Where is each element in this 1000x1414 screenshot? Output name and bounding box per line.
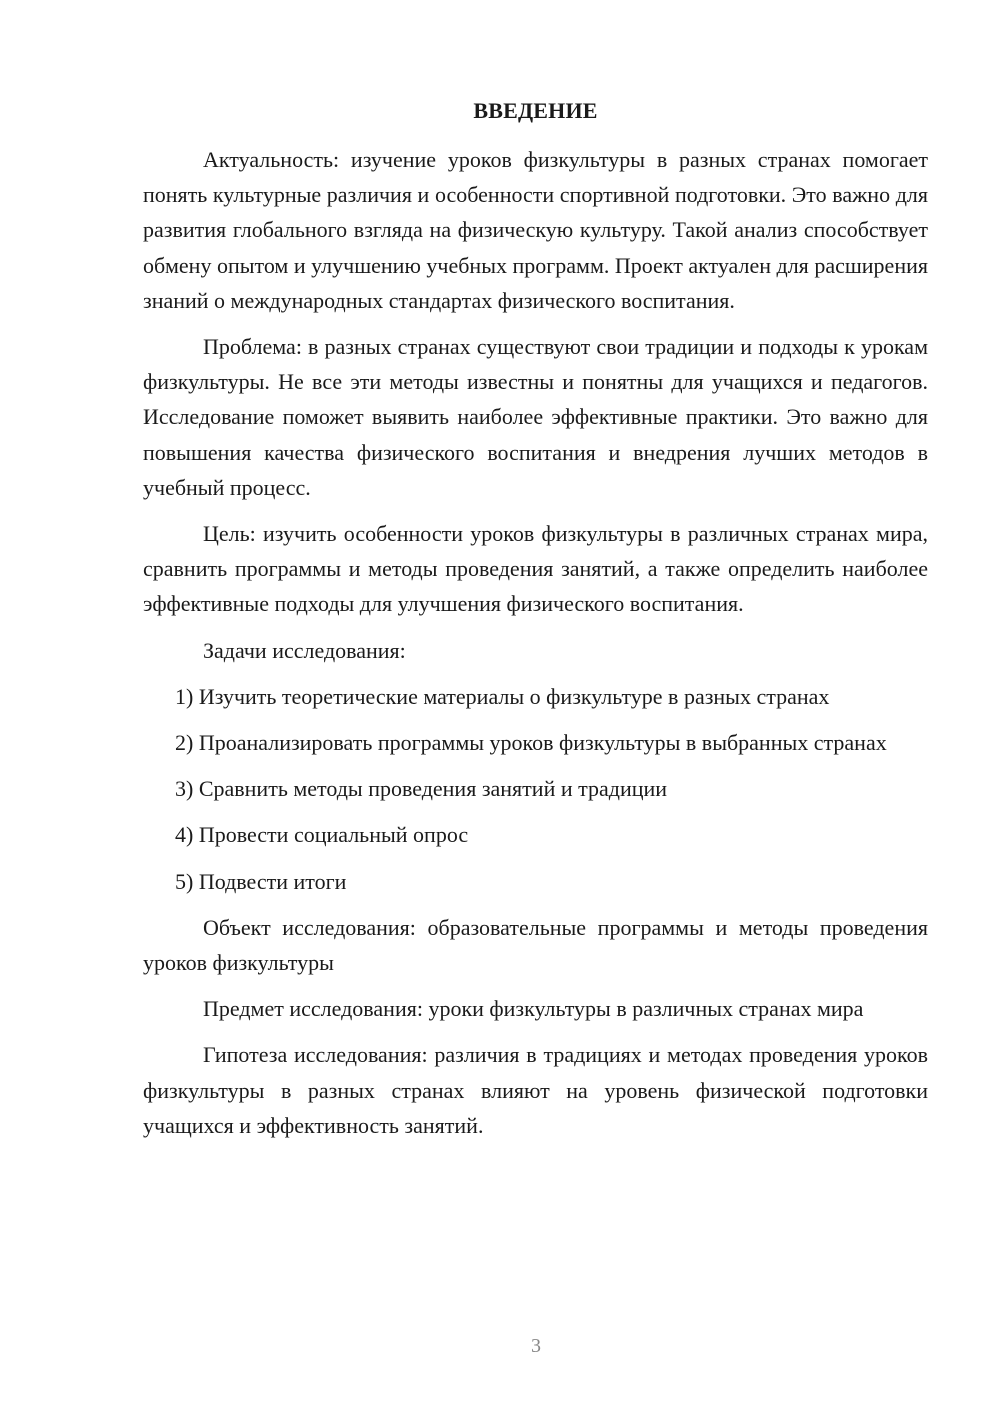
tasks-heading: Задачи исследования: [203, 637, 406, 663]
paragraph-subject: Предмет исследования: уроки физкультуры в различных странах мира [203, 996, 864, 1022]
page-content [143, 96, 928, 1154]
task-item: 3) Сравнить методы проведения занятий и традиции [175, 776, 668, 802]
task-item: 1) Изучить теоретические материалы о физкультуре в разных странах [175, 683, 830, 709]
page-number: 3 [531, 1335, 541, 1357]
task-item: 2) Проанализировать программы уроков физкультуры в выбранных странах [175, 730, 887, 756]
task-item: 4) Провести социальный опрос [175, 822, 469, 848]
paragraph-problem: Проблема: в разных странах существуют свои традиции и подходы к урокам физкультуры. Не все эти методы известны и понятны для учащихся и педагогов. Исследование поможет выявить наиболее эффективные практики. Это важно для повышения качества физического воспитания и внедрения лучших методов в учебный процесс. [143, 334, 928, 500]
paragraph-relevance: Актуальность: изучение уроков физкультуры в разных странах помогает понять культурные различия и особенности спортивной подготовки. Это важно для развития глобального взгляда на физическую культуру. Такой анализ способствует обмену опытом и улучшению учебных программ. Проект актуален для расширения знаний о международных стандартах физического воспитания. [143, 147, 928, 313]
paragraph-object: Объект исследования: образовательные программы и методы проведения уроков физкультуры [143, 914, 928, 976]
paragraph-goal: Цель: изучить особенности уроков физкультуры в различных странах мира, сравнить программы и методы проведения занятий, а также определить наиболее эффективные подходы для улучшения физического воспитания. [143, 521, 928, 617]
task-list [143, 679, 928, 899]
task-item: 5) Подвести итоги [175, 868, 347, 894]
paragraph-hypothesis: Гипотеза исследования: различия в традициях и методах проведения уроков физкультуры в разных странах влияют на уровень физической подготовки учащихся и эффективность занятий. [143, 1042, 928, 1138]
page-title: ВВЕДЕНИЕ [473, 98, 598, 123]
